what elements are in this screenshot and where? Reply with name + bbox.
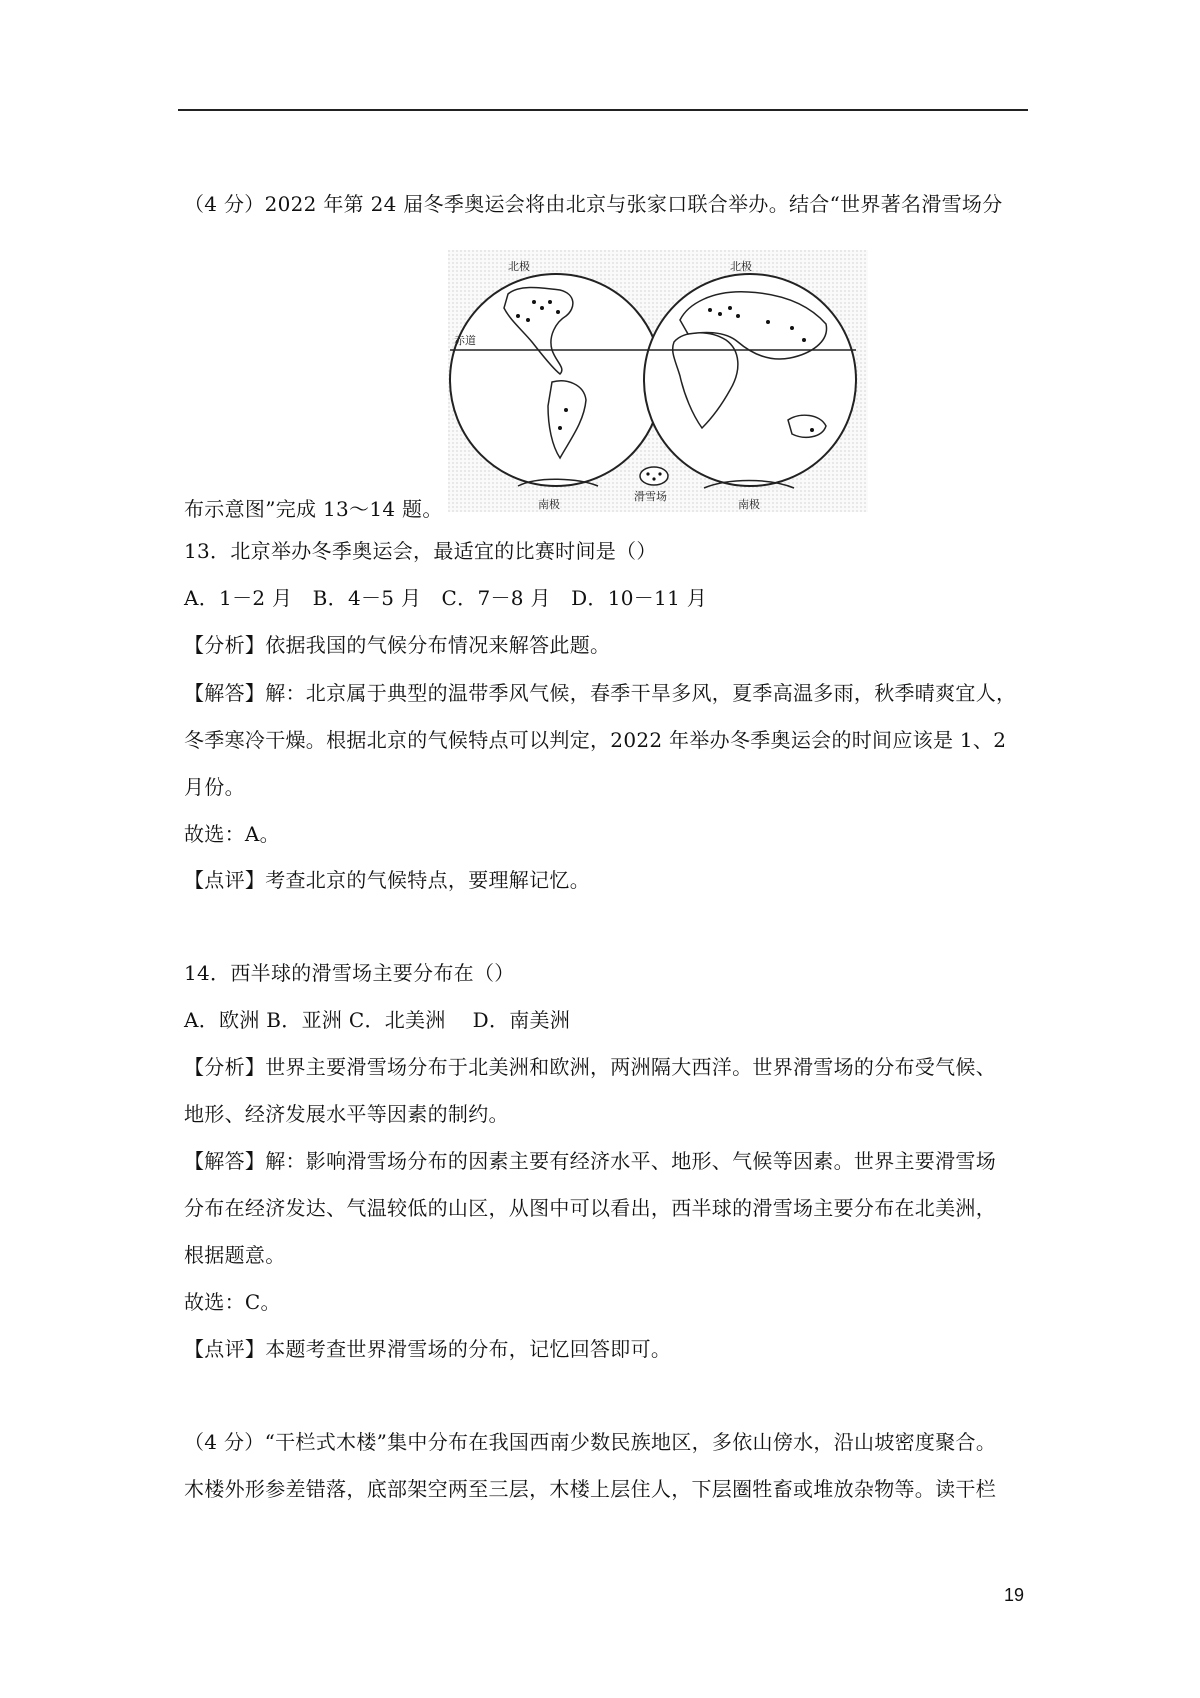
q14-comment: 【点评】本题考查世界滑雪场的分布，记忆回答即可。 [184,1337,672,1361]
intro-text-line-1: （4 分）2022 年第 24 届冬季奥运会将由北京与张家口联合举办。结合“世界著名滑雪场分 [184,192,1003,216]
header-divider [178,109,1028,111]
q14-answer-line-3: 根据题意。 [184,1243,286,1267]
south-pole-label-west: 南极 [538,498,560,511]
next-question-line-2: 木楼外形参差错落，底部架空两至三层，木楼上层住人，下层圈牲畜或堆放杂物等。读干栏 [184,1477,996,1501]
q13-comment: 【点评】考查北京的气候特点，要理解记忆。 [184,868,590,892]
q14-analysis-line-2: 地形、经济发展水平等因素的制约。 [184,1102,509,1126]
north-pole-label-west: 北极 [508,260,530,273]
south-pole-label-east: 南极 [738,498,760,511]
ski-resort-world-map [448,250,868,512]
page-number: 19 [1004,1585,1025,1605]
legend-label: 滑雪场 [634,490,667,503]
eastern-hemisphere [644,274,856,488]
q14-answer-line-2: 分布在经济发达、气温较低的山区，从图中可以看出，西半球的滑雪场主要分布在北美洲， [184,1196,996,1220]
q14-answer-line-1: 【解答】解：影响滑雪场分布的因素主要有经济水平、地形、气候等因素。世界主要滑雪场 [184,1149,996,1173]
q13-answer-line-3: 月份。 [184,775,245,799]
q14-choice: 故选：C。 [184,1290,281,1314]
q13-stem: 13．北京举办冬季奥运会，最适宜的比赛时间是（） [184,539,657,563]
equator-label: 赤道 [454,334,476,347]
intro-text-line-2: 布示意图”完成 13～14 题。 [184,497,443,521]
next-question-line-1: （4 分）“干栏式木楼”集中分布在我国西南少数民族地区，多依山傍水，沿山坡密度聚合。 [184,1430,997,1454]
q14-options: A．欧洲 B．亚洲 C．北美洲 D．南美洲 [184,1008,571,1032]
western-hemisphere [450,274,662,486]
q13-answer-line-1: 【解答】解：北京属于典型的温带季风气候，春季干旱多风，夏季高温多雨，秋季晴爽宜人， [184,681,1017,705]
q13-options: A．1－2 月 B．4－5 月 C．7－8 月 D．10－11 月 [184,586,708,610]
q14-analysis-line-1: 【分析】世界主要滑雪场分布于北美洲和欧洲，两洲隔大西洋。世界滑雪场的分布受气候、 [184,1055,996,1079]
q13-choice: 故选：A。 [184,822,280,846]
q13-analysis: 【分析】依据我国的气候分布情况来解答此题。 [184,633,611,657]
q13-answer-line-2: 冬季寒冷干燥。根据北京的气候特点可以判定，2022 年举办冬季奥运会的时间应该是 1、2 [184,728,1007,752]
q14-stem: 14．西半球的滑雪场主要分布在（） [184,961,515,985]
north-pole-label-east: 北极 [730,260,752,273]
